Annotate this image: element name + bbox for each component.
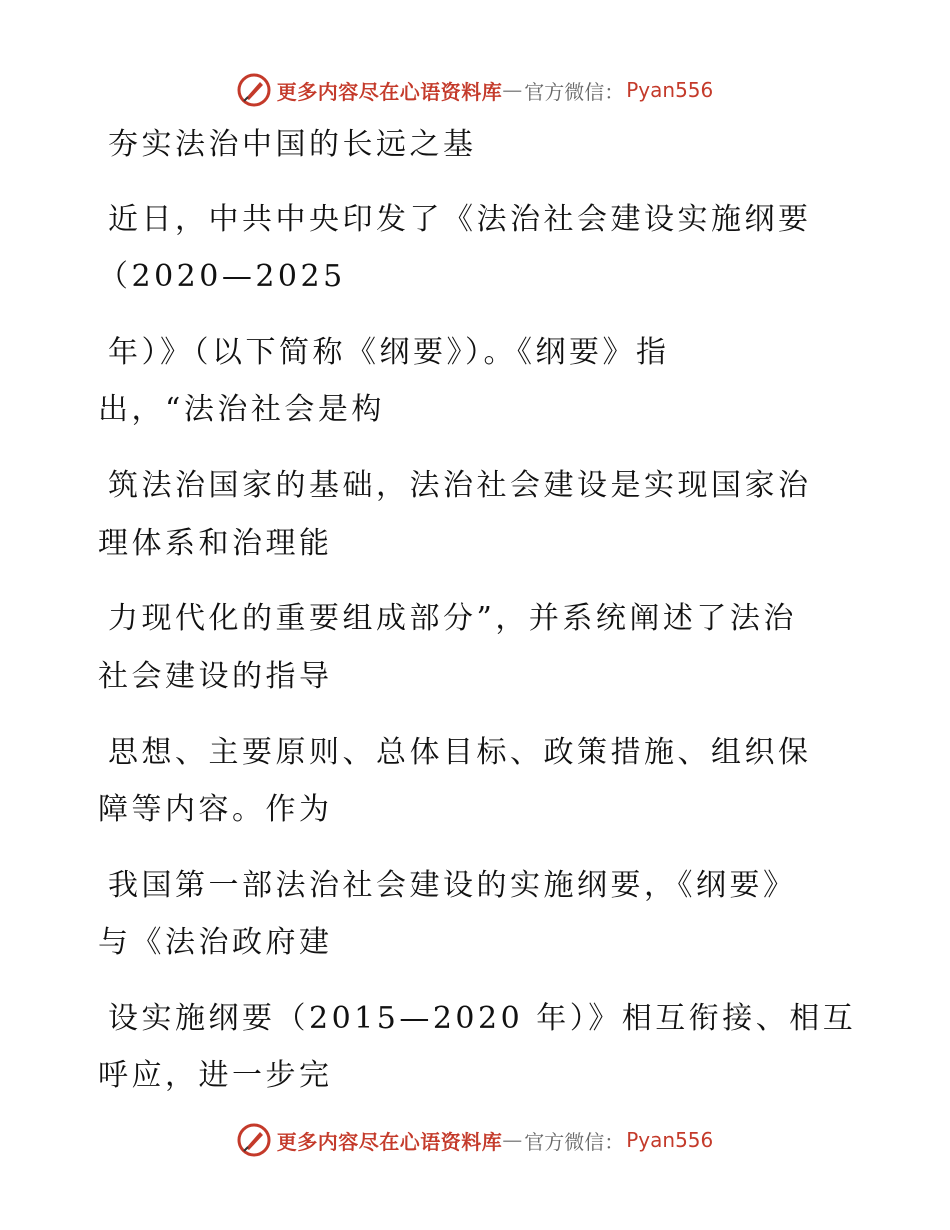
watermark-wechat-label: 官方微信： [524, 79, 625, 104]
paragraph-line: 筑法治国家的基础，法治社会建设是实现国家治 [108, 468, 812, 503]
paragraph-line: 与《法治政府建 [98, 925, 333, 960]
paragraph-line: 出，“法治社会是构 [98, 392, 385, 427]
watermark-wechat-id: Pyan556 [626, 1128, 714, 1152]
footer-watermark [0, 1118, 950, 1162]
paragraph-line: 理体系和治理能 [98, 526, 333, 561]
paragraph-line: 社会建设的指导 [98, 659, 333, 694]
paragraph-line: 力现代化的重要组成部分”，并系统阐述了法治 [108, 601, 797, 636]
quill-circle-logo-icon [237, 1123, 271, 1157]
watermark-wechat-id: Pyan556 [626, 78, 714, 102]
paragraph-line: 呼应，进一步完 [98, 1058, 333, 1093]
watermark-text: 更多内容尽在心语资料库 [276, 79, 503, 104]
quill-circle-logo-icon [237, 73, 271, 107]
watermark-wechat-label: 官方微信： [524, 1129, 625, 1154]
document-title: 夯实法治中国的长远之基 [108, 127, 477, 162]
watermark-separator: — [502, 78, 523, 102]
paragraph-line: 障等内容。作为 [98, 792, 333, 827]
watermark-separator: — [502, 1128, 523, 1152]
paragraph-line: 近日，中共中央印发了《法治社会建设实施纲要 [108, 202, 812, 237]
watermark-text: 更多内容尽在心语资料库 [276, 1129, 503, 1154]
paragraph-line: 年）》（以下简称《纲要》）。《纲要》指 [108, 335, 670, 370]
paragraph-line: 设实施纲要（2015—2020 年）》相互衔接、相互 [108, 1001, 857, 1036]
paragraph-line: （2020—2025 [98, 259, 346, 294]
header-watermark [0, 68, 950, 112]
paragraph-line: 思想、主要原则、总体目标、政策措施、组织保 [108, 735, 812, 770]
paragraph-line: 我国第一部法治社会建设的实施纲要，《纲要》 [108, 868, 797, 903]
